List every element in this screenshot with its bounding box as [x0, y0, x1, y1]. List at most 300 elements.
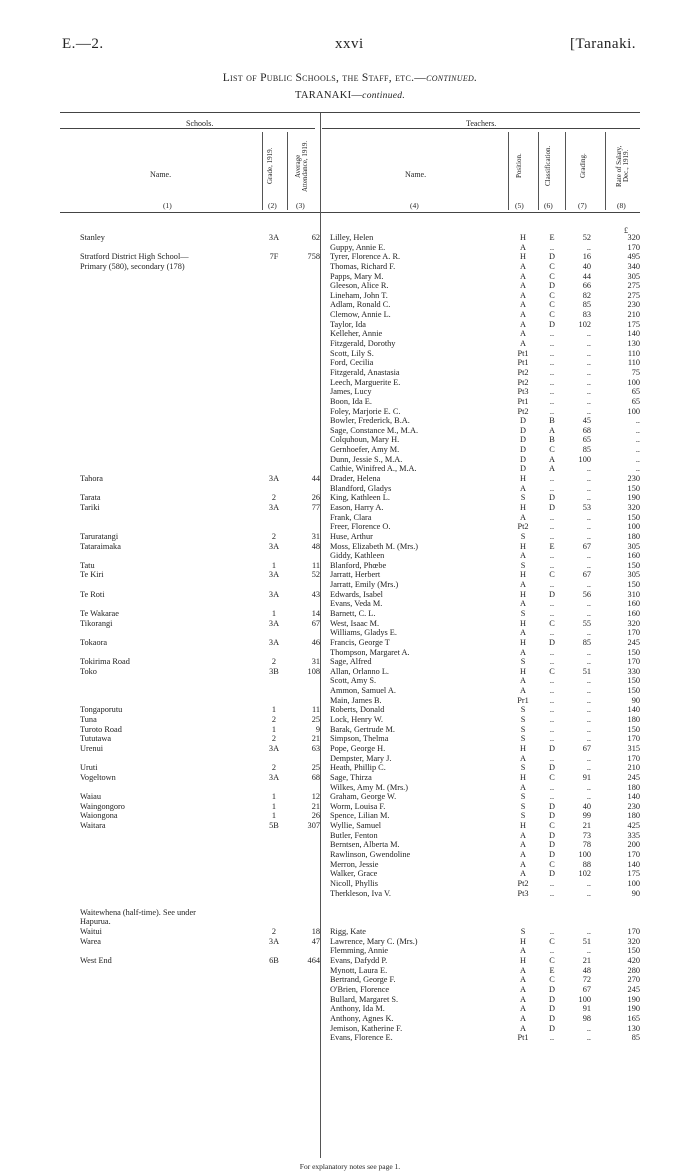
- teacher-name: Fitzgerald, Anastasia: [330, 367, 400, 377]
- teacher-salary: ..: [635, 425, 640, 435]
- teacher-grading: ..: [586, 483, 591, 493]
- teacher-position: S: [520, 657, 526, 667]
- teacher-classification: C: [549, 271, 555, 281]
- teacher-classification: ..: [549, 686, 555, 696]
- school-name: Turoto Road: [80, 724, 122, 734]
- teacher-salary: 230: [627, 474, 640, 484]
- average-attendance: 464: [307, 956, 320, 966]
- teacher-salary: 495: [627, 252, 640, 262]
- teacher-salary: 245: [627, 637, 640, 647]
- teacher-classification: C: [549, 956, 555, 966]
- teacher-grading: 91: [582, 1004, 591, 1014]
- table-row: [0, 850, 700, 860]
- average-attendance: 63: [311, 743, 320, 753]
- average-attendance: 31: [311, 531, 320, 541]
- teacher-classification: ..: [549, 888, 555, 898]
- teacher-classification: C: [549, 618, 555, 628]
- table-row: [0, 676, 700, 686]
- average-attendance: 77: [311, 502, 320, 512]
- teacher-salary: 315: [627, 743, 640, 753]
- col-classification: Classification.: [544, 145, 552, 187]
- teacher-grading: ..: [586, 551, 591, 561]
- table-row: [0, 754, 700, 764]
- teacher-position: A: [520, 628, 526, 638]
- teacher-classification: B: [549, 416, 555, 426]
- teacher-salary: 90: [631, 695, 640, 705]
- school-grade: 1: [271, 811, 277, 821]
- teacher-grading: ..: [586, 512, 591, 522]
- average-attendance: 43: [311, 589, 320, 599]
- teacher-name: Thompson, Margaret A.: [330, 647, 410, 657]
- average-attendance: 52: [311, 570, 320, 580]
- school-grade: 3A: [268, 618, 280, 628]
- teacher-salary: 270: [627, 975, 640, 985]
- teacher-name: Sage, Constance M., M.A.: [330, 425, 419, 435]
- table-row: [0, 426, 700, 436]
- col-divider-classification: [538, 132, 539, 210]
- teacher-name: Jemison, Katherine F.: [330, 1023, 403, 1033]
- teacher-classification: ..: [549, 329, 555, 339]
- teacher-classification: D: [549, 869, 555, 879]
- table-row: [0, 252, 700, 262]
- teacher-classification: C: [549, 300, 555, 310]
- teacher-classification: A: [549, 454, 555, 464]
- teacher-name: Graham, George W.: [330, 792, 397, 802]
- teacher-name: Scott, Amy S.: [330, 676, 377, 686]
- teacher-position: A: [520, 859, 526, 869]
- teacher-salary: 230: [627, 801, 640, 811]
- teacher-salary: 130: [627, 339, 640, 349]
- table-row: [0, 648, 700, 658]
- teacher-name: Rigg, Kate: [330, 927, 366, 937]
- teacher-position: Pt1: [517, 1033, 529, 1043]
- teacher-name: Barak, Gertrude M.: [330, 724, 395, 734]
- teacher-name: Heath, Phillip C.: [330, 763, 386, 773]
- teacher-name: Blanford, Phœbe: [330, 560, 387, 570]
- teacher-grading: 40: [582, 801, 591, 811]
- teacher-name: Bertrand, George F.: [330, 975, 396, 985]
- teacher-position: A: [520, 281, 526, 291]
- table-row: [0, 638, 700, 648]
- school-name: Tahora: [80, 474, 103, 484]
- teacher-name: Giddy, Kathleen: [330, 551, 385, 561]
- school-name: Tikorangi: [80, 618, 113, 628]
- teacher-name: Taylor, Ida: [330, 319, 366, 329]
- teacher-classification: ..: [549, 647, 555, 657]
- teacher-name: Cathie, Winifred A., M.A.: [330, 464, 417, 474]
- average-attendance: 12: [311, 792, 320, 802]
- col-number-3: (3): [296, 201, 305, 210]
- teacher-position: S: [520, 705, 526, 715]
- average-attendance: 25: [311, 715, 320, 725]
- teacher-position: A: [520, 1023, 526, 1033]
- section-schools: Schools.: [186, 119, 214, 128]
- col-school-name: Name.: [150, 170, 172, 179]
- teacher-grading: 68: [582, 425, 591, 435]
- teacher-position: S: [520, 763, 526, 773]
- teacher-position: D: [520, 416, 526, 426]
- teacher-salary: 320: [627, 618, 640, 628]
- teacher-position: A: [520, 512, 526, 522]
- table-row: [0, 551, 700, 561]
- school-grade: 7F: [269, 252, 279, 262]
- col-number-7: (7): [578, 201, 587, 210]
- teacher-classification: D: [549, 840, 555, 850]
- header-bottom-rule: [60, 212, 640, 213]
- table-row: [0, 889, 700, 899]
- teacher-grading: 99: [582, 811, 591, 821]
- col-number-5: (5): [515, 201, 524, 210]
- school-grade: 1: [271, 792, 277, 802]
- teacher-salary: 275: [627, 281, 640, 291]
- table-row: [0, 542, 700, 552]
- teacher-position: S: [520, 927, 526, 937]
- teacher-name: Scott, Lily S.: [330, 348, 374, 358]
- teacher-salary: 280: [627, 965, 640, 975]
- teacher-classification: C: [549, 310, 555, 320]
- teacher-name: Rawlinson, Gwendoline: [330, 850, 411, 859]
- table-row: [0, 243, 700, 253]
- teacher-name: Walker, Grace: [330, 869, 378, 879]
- teacher-position: H: [520, 936, 526, 946]
- teacher-grading: ..: [586, 782, 591, 792]
- teacher-classification: ..: [549, 387, 555, 397]
- teacher-salary: 180: [627, 782, 640, 792]
- teacher-classification: C: [549, 570, 555, 580]
- school-name: Tataraimaka: [80, 541, 121, 551]
- teacher-name: Bullard, Margaret S.: [330, 994, 399, 1004]
- teacher-name: Leech, Marguerite E.: [330, 377, 401, 387]
- teacher-grading: 45: [582, 416, 591, 426]
- teacher-classification: D: [549, 319, 555, 329]
- table-row: [0, 580, 700, 590]
- table-row: [0, 956, 700, 966]
- teacher-name: Nicoll, Phyllis: [330, 878, 378, 888]
- teacher-name: Moss, Elizabeth M. (Mrs.): [330, 541, 419, 551]
- teacher-salary: 75: [631, 367, 640, 377]
- teacher-name: Kelleher, Annie: [330, 329, 383, 339]
- school-grade: 2: [271, 927, 277, 937]
- school-name: Urenui: [80, 743, 104, 753]
- teacher-grading: 78: [582, 840, 591, 850]
- teacher-classification: ..: [549, 878, 555, 888]
- teacher-grading: ..: [586, 387, 591, 397]
- average-attendance: 11: [312, 705, 320, 715]
- teacher-grading: ..: [586, 464, 591, 474]
- teacher-salary: ..: [635, 445, 640, 455]
- teacher-position: H: [520, 618, 526, 628]
- teacher-position: S: [520, 811, 526, 821]
- teacher-grading: ..: [586, 493, 591, 503]
- school-name: Tokirima Road: [80, 657, 130, 667]
- table-subtitle: [0, 90, 700, 101]
- teacher-name: O'Brien, Florence: [330, 984, 390, 994]
- teacher-position: H: [520, 743, 526, 753]
- teacher-salary: 160: [627, 599, 640, 609]
- teacher-grading: 21: [582, 956, 591, 966]
- teacher-position: Pt2: [517, 377, 529, 387]
- teacher-grading: ..: [586, 329, 591, 339]
- teacher-classification: C: [549, 975, 555, 985]
- teacher-position: D: [520, 464, 526, 474]
- teacher-position: A: [520, 994, 526, 1004]
- teacher-grading: 52: [582, 233, 591, 242]
- school-name: Uruti: [80, 763, 98, 773]
- currency-symbol: £: [624, 226, 628, 235]
- teacher-salary: 420: [627, 956, 640, 966]
- teacher-name: Anthony, Ida M.: [330, 1004, 385, 1014]
- teacher-position: A: [520, 551, 526, 561]
- table-row: [0, 985, 700, 995]
- table-row: [0, 628, 700, 638]
- table-row: [0, 262, 700, 272]
- teacher-classification: D: [549, 743, 555, 753]
- teacher-classification: D: [549, 1023, 555, 1033]
- teacher-grading: 56: [582, 589, 591, 599]
- col-divider-grading: [565, 132, 566, 210]
- teacher-grading: ..: [586, 686, 591, 696]
- school-grade: 2: [271, 734, 277, 744]
- teacher-classification: D: [549, 763, 555, 773]
- table-row: [0, 744, 700, 754]
- teacher-position: Pr1: [517, 695, 529, 705]
- table-row: [0, 590, 700, 600]
- schools-header-rule: [60, 128, 315, 129]
- teacher-position: S: [520, 724, 526, 734]
- teacher-name: Ford, Cecilia: [330, 358, 374, 368]
- table-row: [0, 937, 700, 947]
- teacher-salary: 100: [627, 406, 640, 416]
- teacher-salary: 100: [627, 878, 640, 888]
- table-row: [0, 378, 700, 388]
- teacher-salary: 175: [627, 319, 640, 329]
- teacher-classification: ..: [549, 551, 555, 561]
- school-grade: 3A: [268, 637, 280, 647]
- average-attendance: 307: [307, 821, 320, 831]
- teacher-name: Jarratt, Emily (Mrs.): [330, 580, 399, 590]
- table-top-rule: [60, 112, 640, 113]
- average-attendance: 44: [311, 474, 320, 484]
- table-row: [0, 696, 700, 706]
- teacher-classification: ..: [549, 628, 555, 638]
- teacher-grading: ..: [586, 695, 591, 705]
- teacher-grading: ..: [586, 734, 591, 744]
- teacher-grading: ..: [586, 927, 591, 937]
- teacher-grading: 66: [582, 281, 591, 291]
- teacher-classification: ..: [549, 339, 555, 349]
- table-row: [0, 474, 700, 484]
- table-row: [0, 619, 700, 629]
- teacher-salary: 65: [631, 396, 640, 406]
- teacher-name: Wilkes, Amy M. (Mrs.): [330, 782, 409, 792]
- teacher-name: Francis, George T: [330, 637, 390, 647]
- teacher-classification: C: [549, 290, 555, 300]
- school-name: Stanley: [80, 233, 105, 242]
- teacher-grading: ..: [586, 367, 591, 377]
- col-number-1: (1): [163, 201, 172, 210]
- teacher-name: Drader, Helena: [330, 474, 381, 484]
- table-row: [0, 484, 700, 494]
- teacher-position: A: [520, 1013, 526, 1023]
- teacher-position: D: [520, 454, 526, 464]
- school-grade: 6B: [269, 956, 279, 966]
- teacher-grading: 85: [582, 445, 591, 455]
- teacher-grading: ..: [586, 724, 591, 734]
- teacher-name: Fitzgerald, Dorothy: [330, 339, 396, 349]
- teacher-grading: 102: [578, 869, 591, 879]
- table-row: [0, 291, 700, 301]
- teacher-salary: 150: [627, 676, 640, 686]
- table-row: [0, 435, 700, 445]
- teacher-salary: 210: [627, 310, 640, 320]
- table-row: [0, 233, 700, 243]
- table-row: [0, 1014, 700, 1024]
- teacher-name: Guppy, Annie E.: [330, 242, 386, 252]
- teacher-name: Simpson, Thelma: [330, 734, 389, 744]
- teacher-name: Clemow, Annie L.: [330, 310, 391, 320]
- teacher-salary: 180: [627, 531, 640, 541]
- teacher-grading: ..: [586, 339, 591, 349]
- teacher-classification: ..: [549, 927, 555, 937]
- col-salary: Rate of Salary, Dec., 1919.: [615, 145, 630, 187]
- teacher-position: H: [520, 233, 526, 242]
- subtitle-cont: continued.: [362, 91, 406, 101]
- teacher-classification: A: [549, 425, 555, 435]
- teacher-grading: ..: [586, 531, 591, 541]
- table-row: [0, 869, 700, 879]
- teacher-name: Edwards, Isabel: [330, 589, 383, 599]
- teacher-name: Eason, Harry A.: [330, 502, 384, 512]
- teacher-salary: 305: [627, 271, 640, 281]
- teacher-grading: ..: [586, 946, 591, 956]
- teacher-salary: 320: [627, 936, 640, 946]
- teacher-salary: 305: [627, 541, 640, 551]
- school-name: Tatu: [80, 560, 95, 570]
- teacher-position: Pt2: [517, 878, 529, 888]
- teacher-classification: ..: [549, 724, 555, 734]
- teacher-name: Barnett, C. L.: [330, 608, 376, 618]
- teacher-salary: 305: [627, 570, 640, 580]
- teacher-classification: D: [549, 994, 555, 1004]
- teacher-name: Anthony, Agnes K.: [330, 1013, 394, 1023]
- teacher-grading: 91: [582, 772, 591, 782]
- table-row: [0, 513, 700, 523]
- teacher-name: Mynott, Laura E.: [330, 965, 388, 975]
- school-name: Waiongona: [80, 811, 118, 821]
- teacher-salary: 330: [627, 666, 640, 676]
- table-row: [0, 1024, 700, 1034]
- teacher-classification: C: [549, 859, 555, 869]
- table-row: [0, 667, 700, 677]
- table-title-text: List of Public Schools, the Staff, etc.—: [222, 72, 427, 84]
- teacher-grading: 51: [582, 666, 591, 676]
- teacher-grading: 67: [582, 984, 591, 994]
- teacher-grading: 88: [582, 859, 591, 869]
- table-row: [0, 908, 700, 918]
- teacher-classification: D: [549, 281, 555, 291]
- teacher-salary: ..: [635, 454, 640, 464]
- teacher-classification: ..: [549, 608, 555, 618]
- teacher-salary: 320: [627, 502, 640, 512]
- teacher-classification: ..: [549, 377, 555, 387]
- school-grade: 3A: [268, 502, 280, 512]
- teacher-classification: C: [549, 666, 555, 676]
- teacher-position: S: [520, 560, 526, 570]
- teacher-position: D: [520, 425, 526, 435]
- teacher-salary: 90: [631, 888, 640, 898]
- teacher-salary: 210: [627, 763, 640, 773]
- teacher-position: A: [520, 850, 526, 859]
- footer-note: For explanatory notes see page 1.: [299, 1162, 401, 1171]
- table-row: [0, 609, 700, 619]
- average-attendance: 9: [315, 724, 320, 734]
- school-grade: 2: [271, 493, 277, 503]
- teacher-position: A: [520, 261, 526, 271]
- teacher-grading: ..: [586, 406, 591, 416]
- teacher-position: A: [520, 830, 526, 840]
- school-name: Te Wakarae: [80, 608, 119, 618]
- teacher-name: Butler, Fenton: [330, 830, 378, 840]
- teacher-classification: ..: [549, 753, 555, 763]
- teacher-classification: ..: [549, 531, 555, 541]
- teacher-position: A: [520, 580, 526, 590]
- teacher-name: Evans, Veda M.: [330, 599, 383, 609]
- teacher-position: A: [520, 965, 526, 975]
- teacher-name: Wyllie, Samuel: [330, 821, 382, 831]
- teacher-name: Bowler, Frederick, B.A.: [330, 416, 410, 426]
- school-grade: 2: [271, 763, 277, 773]
- table-row: [0, 599, 700, 609]
- school-name: Hapurua.: [80, 917, 111, 927]
- school-grade: 2: [271, 657, 277, 667]
- teacher-salary: 335: [627, 830, 640, 840]
- teacher-grading: ..: [586, 348, 591, 358]
- teacher-salary: 150: [627, 686, 640, 696]
- teacher-salary: 200: [627, 840, 640, 850]
- teacher-name: Colquhoun, Mary H.: [330, 435, 400, 445]
- table-title-cont: continued.: [426, 72, 478, 84]
- school-grade: 3A: [268, 589, 280, 599]
- teacher-grading: 65: [582, 435, 591, 445]
- col-position: Position.: [515, 153, 523, 179]
- table-row: [0, 464, 700, 474]
- average-attendance: 46: [311, 637, 320, 647]
- table-row: [0, 407, 700, 417]
- table-row: [0, 455, 700, 465]
- teacher-classification: E: [549, 965, 555, 975]
- teacher-classification: ..: [549, 676, 555, 686]
- teacher-name: Jarratt, Herbert: [330, 570, 381, 580]
- teacher-classification: D: [549, 850, 555, 859]
- teacher-position: S: [520, 493, 526, 503]
- table-row: [0, 995, 700, 1005]
- teacher-salary: 65: [631, 387, 640, 397]
- average-attendance: 62: [311, 233, 320, 242]
- teacher-salary: 180: [627, 811, 640, 821]
- teacher-classification: ..: [549, 358, 555, 368]
- teacher-grading: ..: [586, 377, 591, 387]
- table-row: [0, 329, 700, 339]
- teacher-salary: 170: [627, 734, 640, 744]
- teacher-grading: 73: [582, 830, 591, 840]
- teacher-salary: 320: [627, 233, 640, 242]
- teacher-grading: ..: [586, 763, 591, 773]
- teacher-name: Merron, Jessie: [330, 859, 379, 869]
- teacher-grading: 55: [582, 618, 591, 628]
- teacher-grading: 53: [582, 502, 591, 512]
- average-attendance: 11: [312, 560, 320, 570]
- col-number-8: (8): [617, 201, 626, 210]
